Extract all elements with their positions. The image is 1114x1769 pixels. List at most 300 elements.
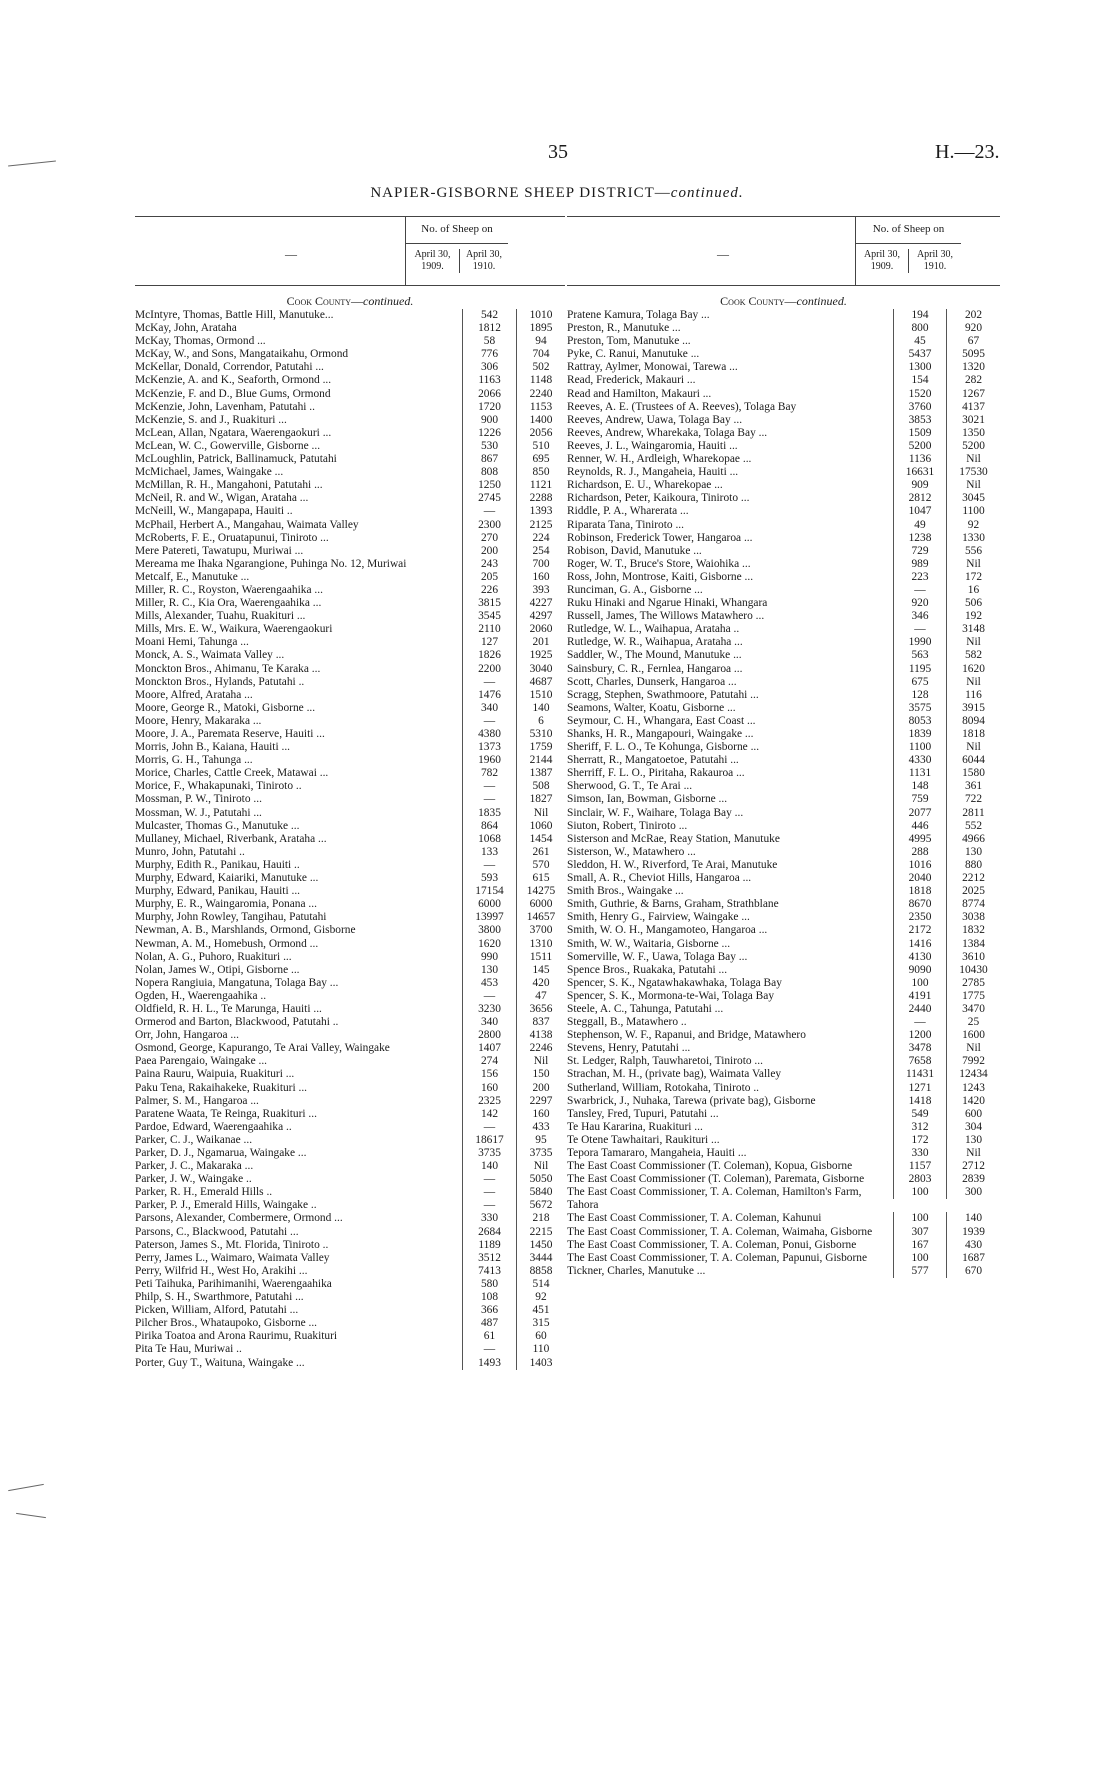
sheep-1910: 8094 [946,715,1000,728]
owner-name: Simson, Ian, Bowman, Gisborne ... [567,793,728,806]
table-row [135,610,565,623]
sheep-1910: 5200 [946,440,1000,453]
table-row [135,676,565,689]
owner-name: Scragg, Stephen, Swathmoore, Patutahi ... [567,688,759,701]
sheep-1909: 563 [893,649,946,662]
table-row [567,374,1000,387]
sheep-1910: 615 [516,872,565,885]
sheep-1909: 243 [462,558,516,571]
table-row [135,833,565,846]
owner-name: Pilcher Bros., Whataupoko, Gisborne ... [135,1317,318,1330]
table-row [135,558,565,571]
sheep-1909: 1100 [893,741,946,754]
table-row [567,898,1000,911]
sheep-1909: 3853 [893,414,946,427]
owner-name: Porter, Guy T., Waituna, Waingake ... [135,1356,305,1369]
sheep-1909: 288 [893,846,946,859]
owner-name: The East Coast Commissioner (T. Coleman), Paremata, Gisborne [567,1173,865,1186]
table-row [135,1121,565,1134]
table-row [135,1252,565,1265]
sheep-1910: 5310 [516,728,565,741]
sheep-1909: 2325 [462,1095,516,1108]
sheep-1910: 2215 [516,1226,565,1239]
page-ref: H.—23. [935,141,1000,163]
table-row [567,754,1000,767]
table-row [567,466,1000,479]
sheep-1910: 570 [516,859,565,872]
owner-name: Richardson, E. U., Wharekopae ... [567,479,723,492]
sheep-1909: 167 [893,1239,946,1252]
sheep-1910: Nil [946,1042,1000,1055]
sheep-1910: 451 [516,1304,565,1317]
owner-name: Seymour, C. H., Whangara, East Coast ... [567,714,756,727]
sheep-1909: 1818 [893,885,946,898]
sheep-1909: 549 [893,1108,946,1121]
sheep-1910: 1060 [516,820,565,833]
county-heading [135,294,565,309]
sheep-1910: 3038 [946,911,1000,924]
sheep-1910: 2056 [516,427,565,440]
sheep-1909: 1163 [462,374,516,387]
sheep-1910: 2212 [946,872,1000,885]
sheep-1909: 808 [462,466,516,479]
owner-name: Moore, J. A., Paremata Reserve, Hauiti ... [135,728,325,740]
owner-name: Peti Taihuka, Parihimanihi, Waerengaahika [135,1277,332,1290]
sheep-1910: 8774 [946,898,1000,911]
owner-name: Palmer, S. M., Hangaroa ... [135,1094,259,1107]
sheep-1910: 14657 [516,911,565,924]
sheep-1910: 5840 [516,1186,565,1199]
sheep-1909: — [893,623,946,636]
sheep-1909: 3512 [462,1252,516,1265]
owner-name: Miller, R. C., Kia Ora, Waerengaahika ... [135,597,322,610]
sheep-1910: 393 [516,584,565,597]
sheep-1909: — [462,505,516,518]
table-row [567,676,1000,689]
table-row [567,610,1000,623]
right-table-header [567,216,1000,286]
owner-name: Sinclair, W. F., Waihare, Tolaga Bay ... [567,806,744,819]
owner-name: Monck, A. S., Waimata Valley ... [135,649,285,662]
owner-name: McPhail, Herbert A., Mangahau, Waimata Valley [135,518,359,531]
sheep-1909: 100 [893,977,946,990]
owner-name: Runciman, G. A., Gisborne ... [567,583,703,596]
owner-name: Reeves, A. E. (Trustees of A. Reeves), Tolaga Bay [567,400,797,413]
sheep-1910: 1925 [516,649,565,662]
sheep-1910: 4687 [516,676,565,689]
sheep-1909: — [893,584,946,597]
owner-name: Strachan, M. H., (private bag), Waimata Valley [567,1068,782,1081]
sheep-1909: — [462,859,516,872]
owner-name: Pratene Kamura, Tolaga Bay ... [567,309,710,321]
sheep-1909: 1157 [893,1160,946,1173]
table-row [567,440,1000,453]
owner-name: Riparata Tana, Tiniroto ... [567,518,685,531]
owner-name: McLean, Allan, Ngatara, Waerengaokuri ... [135,426,332,439]
sheep-1910: 600 [946,1108,1000,1121]
owner-name: Oldfield, R. H. L., Te Marunga, Hauiti ... [135,1002,322,1015]
sheep-1910: 202 [946,309,1000,322]
owner-name: Perry, Wilfrid H., West Ho, Arakihi ... [135,1264,308,1277]
sheep-1910: 582 [946,649,1000,662]
owner-name: Murphy, Edward, Kaiariki, Manutuke ... [135,872,319,885]
table-row [567,1147,1000,1160]
county-name: Cook County— [720,294,797,308]
sheep-1909: 172 [893,1134,946,1147]
owner-name: Rutledge, W. R., Waihapua, Arataha ... [567,636,743,649]
owner-name: Moore, George R., Matoki, Gisborne ... [135,701,316,714]
table-row [567,911,1000,924]
sheep-1910: 514 [516,1278,565,1291]
owner-name: Mereama me Ihaka Ngarangione, Puhinga No. 12, Muriwai [135,557,407,570]
sheep-1909: 3230 [462,1003,516,1016]
sheep-1909: 9090 [893,964,946,977]
owner-name: Monckton Bros., Hylands, Patutahi .. [135,675,305,688]
table-row [567,924,1000,937]
owner-name: Pyke, C. Ranui, Manutuke ... [567,348,700,361]
table-row [135,924,565,937]
sheep-1910: 1393 [516,505,565,518]
table-row [135,990,565,1003]
sheep-1910: 1148 [516,374,565,387]
table-row [567,401,1000,414]
table-row [567,414,1000,427]
county-continued: continued. [796,294,847,308]
sheep-count-title: No. of Sheep on [406,223,508,244]
table-row [135,571,565,584]
owner-name: Mills, Mrs. E. W., Waikura, Waerengaokuri [135,623,333,636]
owner-name: Parker, J. W., Waingake .. [135,1173,252,1186]
sheep-1910: 1400 [516,414,565,427]
sheep-1909: 2812 [893,492,946,505]
table-row [135,348,565,361]
table-row [135,938,565,951]
sheep-1910: 5050 [516,1173,565,1186]
sheep-1910: 1121 [516,479,565,492]
owner-name: Stevens, Henry, Patutahi ... [567,1042,691,1055]
sheep-1909: 1407 [462,1042,516,1055]
sheep-1909: 6000 [462,898,516,911]
sheep-1910: 201 [516,636,565,649]
owner-name: McNeill, W., Mangapapa, Hauiti .. [135,505,293,518]
sheep-1910: 14275 [516,885,565,898]
table-row [135,807,565,820]
sheep-1909: 4191 [893,990,946,1003]
owner-name: McKenzie, A. and K., Seaforth, Ormond ... [135,374,332,387]
owner-name: Robinson, Frederick Tower, Hangaroa ... [567,531,753,544]
owner-name: Paku Tena, Rakaihakeke, Ruakituri ... [135,1081,308,1094]
owner-name: Murphy, Edith R., Panikau, Hauiti .. [135,858,300,871]
sheep-1910: 1010 [516,309,565,322]
owner-name: Pita Te Hau, Muriwai .. [135,1343,242,1356]
sheep-1910: 3040 [516,663,565,676]
owner-name: McNeil, R. and W., Wigan, Arataha ... [135,492,309,505]
table-row [567,1226,1000,1239]
sheep-1909: 61 [462,1330,516,1343]
sheep-1910: 1759 [516,741,565,754]
sheep-1909: 1990 [893,636,946,649]
table-row [135,322,565,335]
sheep-1909: 1509 [893,427,946,440]
sheep-1910: 8858 [516,1265,565,1278]
owner-name: Munro, John, Patutahi .. [135,845,245,858]
sheep-1909: 2200 [462,663,516,676]
sheep-1909: 729 [893,545,946,558]
sheep-1909: 3735 [462,1147,516,1160]
owner-name: Moani Hemi, Tahunga ... [135,636,249,649]
sheep-1910: 1687 [946,1252,1000,1265]
owner-name: Sherwood, G. T., Te Arai ... [567,780,693,793]
sheep-1910: 3656 [516,1003,565,1016]
sheep-1909: 5200 [893,440,946,453]
sheep-1910: 1832 [946,924,1000,937]
sheep-count-header [405,217,508,285]
sheep-1910: 2125 [516,519,565,532]
owner-name: McKellar, Donald, Correndor, Patutahi ... [135,361,324,374]
sheep-1909: 7413 [462,1265,516,1278]
owner-name: Perry, James L., Waimaro, Waimata Valley [135,1251,330,1264]
owner-name: Steggall, B., Matawhero .. [567,1016,687,1029]
table-row [135,1330,565,1343]
sheep-1909: 11431 [893,1068,946,1081]
sheep-1910: 3021 [946,414,1000,427]
sheep-1910: 25 [946,1016,1000,1029]
sheep-1909: 4995 [893,833,946,846]
table-row [567,453,1000,466]
owner-name: The East Coast Commissioner (T. Coleman), Kopua, Gisborne [567,1160,853,1173]
owner-name: Miller, R. C., Royston, Waerengaahika ... [135,583,323,596]
table-row [567,872,1000,885]
sheep-1910: 2712 [946,1160,1000,1173]
table-row [135,820,565,833]
sheep-1910: 200 [516,1082,565,1095]
sheep-1909: — [462,676,516,689]
sheep-1909: 487 [462,1317,516,1330]
sheep-1910: 140 [946,1212,1000,1225]
sheep-1910: 4137 [946,401,1000,414]
sheep-1909: 4130 [893,951,946,964]
sheep-1910: 361 [946,780,1000,793]
sheep-1909: 909 [893,479,946,492]
owner-name: McKenzie, F. and D., Blue Gums, Ormond [135,387,331,400]
table-row [135,951,565,964]
sheep-1909: 920 [893,597,946,610]
sheep-1910: 3045 [946,492,1000,505]
sheep-1909: 989 [893,558,946,571]
owner-name: Metcalf, E., Manutuke ... [135,570,250,583]
table-row [135,663,565,676]
sheep-1909: 205 [462,571,516,584]
owner-name: Read and Hamilton, Makauri ... [567,387,712,400]
owner-name: Orr, John, Hangaroa ... [135,1029,239,1042]
table-row [135,885,565,898]
sheep-1909: 13997 [462,911,516,924]
table-row [567,938,1000,951]
sheep-1909: 1189 [462,1239,516,1252]
sheep-1910: 1387 [516,767,565,780]
sheep-1910: 430 [946,1239,1000,1252]
sheep-1910: 47 [516,990,565,1003]
table-row [567,309,1000,322]
sheep-1909: 2110 [462,623,516,636]
table-row [567,388,1000,401]
table-row [567,977,1000,990]
table-row [135,1278,565,1291]
owner-name: The East Coast Commissioner, T. A. Coleman, Hamilton's Farm, Tahora [567,1186,862,1212]
sheep-1909: 270 [462,532,516,545]
table-row [567,780,1000,793]
sheep-1910: 3700 [516,924,565,937]
table-row [567,1003,1000,1016]
sheep-1909: 148 [893,780,946,793]
table-row [135,728,565,741]
sheep-1909: 194 [893,309,946,322]
table-row [567,767,1000,780]
sheep-1910: 1600 [946,1029,1000,1042]
sheep-1909: 307 [893,1226,946,1239]
table-row [567,1068,1000,1081]
sheep-1909: 3800 [462,924,516,937]
table-row [135,702,565,715]
sheep-1909: 864 [462,820,516,833]
sheep-1910: 5672 [516,1199,565,1212]
owner-name: Stephenson, W. F., Rapanui, and Bridge, Matawhero [567,1029,806,1042]
sheep-1910: 1895 [516,322,565,335]
table-row [567,689,1000,702]
table-row [567,479,1000,492]
owner-name: Nolan, James W., Otipi, Gisborne ... [135,963,300,976]
table-row [135,414,565,427]
sheep-1910: 150 [516,1068,565,1081]
margin-mark [8,160,56,166]
owner-name: Parsons, Alexander, Combermere, Ormond ... [135,1212,343,1225]
sheep-1909: 100 [893,1252,946,1265]
sheep-1910: 2060 [516,623,565,636]
owner-name: Tickner, Charles, Manutuke ... [567,1264,706,1277]
header-dash: — [717,247,729,261]
table-row [567,427,1000,440]
sheep-1909: 8053 [893,715,946,728]
owner-name: Parker, R. H., Emerald Hills .. [135,1186,273,1199]
sheep-1910: 7992 [946,1055,1000,1068]
owner-name: Parker, J. C., Makaraka ... [135,1160,254,1173]
sheep-1909: 154 [893,374,946,387]
sheep-1909: 580 [462,1278,516,1291]
left-rows [135,309,565,1370]
sheep-1910: Nil [946,1147,1000,1160]
sheep-1910: 261 [516,846,565,859]
sheep-1910: 192 [946,610,1000,623]
sheep-1910: Nil [946,676,1000,689]
sheep-1910: Nil [946,453,1000,466]
sheep-1910: 1775 [946,990,1000,1003]
sheep-1910: 3444 [516,1252,565,1265]
sheep-1909: 274 [462,1055,516,1068]
table-row [567,1055,1000,1068]
sheep-1910: 172 [946,571,1000,584]
sheep-1909: 17154 [462,885,516,898]
sheep-1910: 506 [946,597,1000,610]
owner-name: The East Coast Commissioner, T. A. Coleman, Waimaha, Gisborne [567,1225,873,1238]
sheep-1909: 1238 [893,532,946,545]
sheep-1910: 254 [516,545,565,558]
sheep-1910: 130 [946,846,1000,859]
owner-name: Sisterson, W., Matawhero ... [567,845,696,858]
table-row [135,453,565,466]
sheep-1909: 200 [462,545,516,558]
sheep-1910: 4297 [516,610,565,623]
owner-name: Steele, A. C., Tahunga, Patutahi ... [567,1002,724,1015]
table-row [135,1147,565,1160]
sheep-1910: Nil [946,636,1000,649]
sheep-1910: 1267 [946,388,1000,401]
sheep-1910: 1827 [516,793,565,806]
owner-name: Te Hau Kararina, Ruakituri ... [567,1120,703,1133]
owner-name: Tepora Tamararo, Mangaheia, Hauiti ... [567,1147,747,1159]
table-row [135,597,565,610]
table-row [135,649,565,662]
table-row [567,1042,1000,1055]
sheep-1910: 3735 [516,1147,565,1160]
sheep-1910: 160 [516,571,565,584]
table-row [135,440,565,453]
owner-name: Siuton, Robert, Tiniroto ... [567,819,688,832]
owner-name: Reeves, Andrew, Uawa, Tolaga Bay ... [567,413,743,426]
sheep-1910: 300 [946,1186,1000,1199]
header-dash: — [285,247,297,261]
table-row [135,1212,565,1225]
owner-name: Murphy, John Rowley, Tangihau, Patutahi [135,911,327,924]
table-row [567,322,1000,335]
owner-name: Paratene Waata, Te Reinga, Ruakituri ... [135,1107,317,1120]
sheep-1909: 140 [462,1160,516,1173]
sheep-1909: 1826 [462,649,516,662]
owner-name: Sheriff, F. L. O., Te Kohunga, Gisborne ... [567,741,760,754]
sheep-1910: 116 [946,689,1000,702]
table-row [567,623,1000,636]
owner-name: Monckton Bros., Ahimanu, Te Karaka ... [135,662,321,675]
table-row [567,990,1000,1003]
table-row [567,951,1000,964]
sheep-1910: 1620 [946,663,1000,676]
sheep-1910: 670 [946,1265,1000,1278]
sheep-1910: 160 [516,1108,565,1121]
sheep-1909: 18617 [462,1134,516,1147]
sheep-1910: 3915 [946,702,1000,715]
sheep-1910: 1384 [946,938,1000,951]
sheep-1910: 2240 [516,388,565,401]
table-row [567,715,1000,728]
table-row [135,427,565,440]
sheep-1909: 2803 [893,1173,946,1186]
table-row [567,1265,1000,1278]
owner-name: Swarbrick, J., Nuhaka, Tarewa (private bag), Gisborne [567,1094,816,1107]
owner-name: Paea Parengaio, Waingake ... [135,1055,268,1068]
page-title-text: NAPIER-GISBORNE SHEEP DISTRICT— [370,185,671,201]
sheep-1910: 2025 [946,885,1000,898]
sheep-1910: 3148 [946,623,1000,636]
owner-name: The East Coast Commissioner, T. A. Coleman, Papunui, Gisborne [567,1251,867,1264]
table-row [567,1160,1000,1173]
owner-name: McIntyre, Thomas, Battle Hill, Manutuke... [135,309,334,321]
sheep-1909: — [462,1121,516,1134]
table-row [135,1239,565,1252]
sheep-1910: 4227 [516,597,565,610]
owner-name: Spence Bros., Ruakaka, Patutahi ... [567,963,728,976]
table-row [567,545,1000,558]
sheep-1910: 502 [516,361,565,374]
sheep-1909: 1047 [893,505,946,518]
